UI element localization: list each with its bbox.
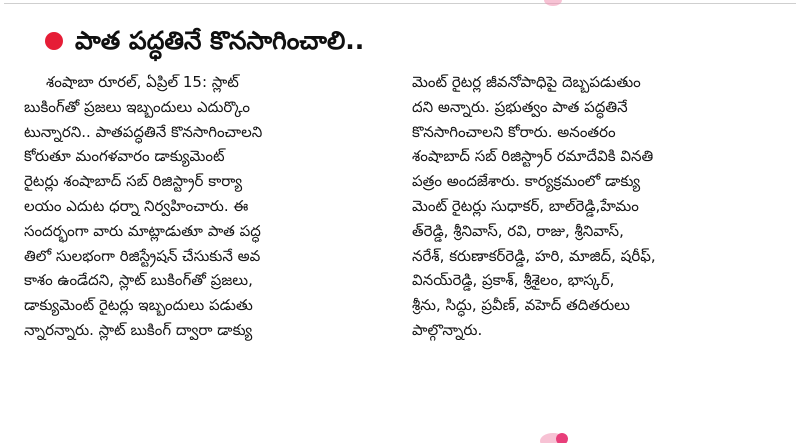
article-line: నరేశ్, కరుణాకర్‌రెడ్డి, హరి, మాజిద్, షరీఫ్, bbox=[412, 246, 656, 265]
article-line: శంషాబాద్ సబ్ రిజిస్ట్రార్ రమాదేవికి వినతి bbox=[412, 147, 654, 166]
article-line: టున్నారని.. పాతపద్ధతినే కొనసాగించాలని bbox=[24, 122, 263, 141]
article-line: కోరుతూ మంగళవారం డాక్యుమెంట్ bbox=[24, 147, 225, 166]
article-line: మెంట్ రైటర్ల జీవనోపాధిపై దెబ్బపడుతుం bbox=[412, 73, 641, 91]
pink-dot-icon bbox=[556, 433, 568, 443]
article-line: దని అన్నారు. ప్రభుత్వం పాత పద్ధతినే bbox=[412, 97, 628, 116]
article-line: రైటర్లు శంషాబాద్ సబ్ రిజిస్ట్రార్ కార్యా bbox=[24, 172, 243, 191]
article-line: డాక్యుమెంట్ రైటర్లు ఇబ్బందులు పడుతు bbox=[24, 296, 253, 315]
red-dot-icon bbox=[45, 32, 63, 50]
article-line: సందర్భంగా వారు మాట్లాడుతూ పాత పద్ధ bbox=[24, 221, 261, 240]
article-line: మెంట్ రైటర్లు సుధాకర్, బాల్‌రెడ్డి,హేమం bbox=[412, 196, 639, 215]
article-line: కాశం ఉండేదని, స్లాట్ బుకింగ్‌తో ప్రజలు, bbox=[24, 271, 253, 290]
headline-text: పాత పద్ధతినే కొనసాగించాలి.. bbox=[75, 26, 365, 56]
article-line: త్‌రెడ్డి, శ్రీనివాస్, రవి, రాజు, శ్రీనివాస్, bbox=[412, 221, 624, 240]
article-column-right bbox=[412, 70, 780, 343]
article-line: పాల్గొన్నారు. bbox=[412, 320, 483, 339]
article-line: బుకింగ్‌తో ప్రజలు ఇబ్బందులు ఎదుర్కొం bbox=[24, 97, 250, 116]
article-line: వినయ్‌రెడ్డి, ప్రకాశ్, శ్రీశైలం, భాస్కర్, bbox=[412, 271, 615, 290]
article-line: న్నారన్నారు. స్లాట్ బుకింగ్ ద్వారా డాక్యు bbox=[24, 320, 253, 339]
article-line: తిలో సులభంగా రిజిస్ట్రేషన్ చేసుకునే అవ bbox=[24, 246, 261, 265]
pink-mark-top bbox=[544, 0, 562, 6]
headline bbox=[45, 18, 765, 64]
article-line: శ్రీను, సిద్ధు, ప్రవీణ్, వహెద్ తదితరులు bbox=[412, 296, 630, 315]
article-line: శంషాబా రూరల్, ఏప్రిల్ 15: స్లాట్ bbox=[46, 73, 239, 91]
article-line: కొనసాగించాలని కోరారు. అనంతరం bbox=[412, 122, 616, 141]
article-line: పత్రం అందజేశారు. కార్యక్రమంలో డాక్యు bbox=[412, 172, 641, 191]
article-line: లయం ఎదుట ధర్నా నిర్వహించారు. ఈ bbox=[24, 196, 249, 215]
top-border bbox=[4, 3, 796, 4]
article-column-left bbox=[24, 70, 379, 343]
